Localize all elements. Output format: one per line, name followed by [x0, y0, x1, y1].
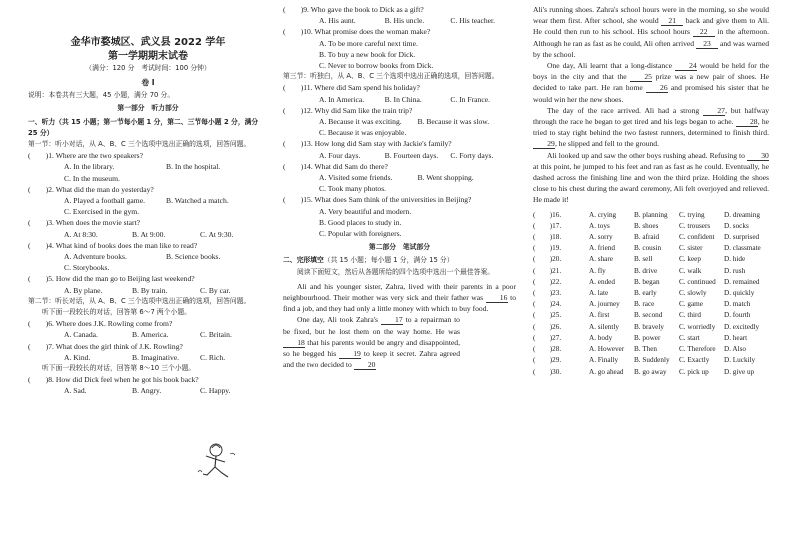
- blank-18: 18: [283, 338, 305, 348]
- question-13: ( )13. How long did Sam stay with Jackie's family? A. Four days. B. Fourteen days. C. Forty days.: [283, 139, 494, 160]
- cloze-heading: 二、完形填空（共 15 小题；每小题 1 分，满分 15 分）: [283, 256, 454, 265]
- exam-title-line1: 金华市婺城区、武义县 2022 学年: [70, 37, 226, 48]
- passage-paragraph-2a: One day, Ali took Zahra's 17 to a repairman to be fixed, but he lost them on the way home. He was 18 that his parents would be angry and disappointed, so he begged his 19 to keep it secret. Zahra agreed and the two decided to 20: [283, 315, 460, 370]
- blank-28: 28: [736, 117, 758, 127]
- blank-16: 16: [486, 293, 508, 303]
- question-9: ( )9. Who gave the book to Dick as a gift? A. His aunt. B. His uncle. C. His teacher.: [283, 5, 496, 26]
- blank-26: 26: [646, 83, 668, 93]
- passage-paragraph-4: The day of the race arrived. Ali had a strong 27, but halfway through the race he began to get tired and his legs began to ache. 28, he tried to stay right behind the two fastest runners, determined to finish third. 29, he slipped and fell to the ground.: [533, 105, 770, 149]
- blank-17: 17: [381, 315, 403, 325]
- section2-instructions: 第二节：听长对话，从 A、B、C 三个选项中选出正确的选项，回答问题。: [28, 296, 251, 305]
- listening-intro: 一、听力（共 15 小题；第一节每小题 1 分，第二、三节每小题 2 分，满分 25 分）: [28, 117, 259, 137]
- blank-22: 22: [693, 27, 715, 37]
- blank-27: 27: [703, 106, 725, 116]
- blank-29: 29: [533, 139, 555, 149]
- part1-title: 第一部分 听力部分: [117, 104, 179, 113]
- question-14: ( )14. What did Sam do there? A. Visited some friends. B. Went shopping. C. Took many photos.: [283, 161, 474, 194]
- question-12: ( )12. Why did Sam like the train trip? A. Because it was exciting. B. Because it was slow. C. Because it was enjoyable.: [283, 105, 490, 138]
- running-boy-illustration: [194, 442, 238, 480]
- column-middle: [283, 4, 516, 371]
- question-4: ( )4. What kind of books does the man like to read? A. Adventure books. B. Science books. C. Storybooks.: [28, 240, 221, 273]
- dialogue-b-note: 听下面一段较长的对话，回答第 8～10 三个小题。: [42, 364, 196, 373]
- question-8: ( )8. How did Dick feel when he got his book back? A. Sad. B. Angry. C. Happy.: [28, 375, 231, 396]
- question-3: ( )3. When does the movie start? A. At 8:30. B. At 9:00. C. At 9:30.: [28, 218, 234, 239]
- passage-paragraph-5: Ali looked up and saw the other boys rushing ahead. Refusing to 30 at this point, he jumped to his feet and ran as fast as he could. Eventually, he dashed across the finishing line and won the third prize. Holding the shoes close to his chest during the award ceremony, Ali felt overjoyed and relieved. He made it!: [533, 150, 769, 205]
- question-6: ( )6. Where does J.K. Rowling come from? A. Canada. B. America. C. Britain.: [28, 319, 232, 340]
- blank-24: 24: [675, 61, 697, 71]
- exam-meta: （满分：120 分 考试时间：100 分钟）: [85, 64, 211, 72]
- exam-title-line2: 第一学期期末试卷: [108, 51, 188, 62]
- column-left: [28, 36, 268, 397]
- passage-paragraph-3: One day, Ali learnt that a long-distance 24 would be held for the boys in the city and that the 25 prize was a new pair of shoes. He decided to take part. He ran home 26 and promised his sister that he would win her the new shoes.: [533, 61, 769, 104]
- question-15: ( )15. What does Sam think of the universities in Beijing? A. Very beautiful and modern. B. Good places to study in. C. Popular with foreigners.: [283, 195, 472, 239]
- blank-23: 23: [696, 39, 718, 49]
- part2-title: 第二部分 笔试部分: [368, 243, 431, 252]
- dialogue-a-note: 听下面一段较长的对话，回答第 6～7 两个小题。: [42, 308, 191, 317]
- section3-instructions: 第三节：听独白，从 A、B、C 三个选项中选出正确的选项，回答问题。: [283, 72, 499, 81]
- blank-20: 20: [354, 360, 376, 370]
- cloze-instructions: 阅读下面短文，然后从各题所给的四个选项中选出一个最佳答案。: [297, 267, 495, 276]
- exam-note: 说明：本卷共有三大题，45 小题，满分 70 分。: [28, 91, 175, 100]
- passage-paragraph-1: Ali and his younger sister, Zahra, lived with their parents in a poor neighbourhood. Their mother was very sick and their father was 16 to find a job, and they had only a little money with which to buy food.: [283, 281, 516, 314]
- paper-label: 卷 Ⅰ: [141, 78, 155, 87]
- blank-21: 21: [661, 16, 683, 26]
- question-5: ( )5. How did the man go to Beijing last weekend? A. By plane. B. By train. C. By car.: [28, 274, 231, 295]
- blank-25: 25: [630, 72, 652, 82]
- passage-paragraph-2b: Ali's running shoes. Zahra's school hours were in the morning, so she would wear them first. After school, she would 21 back and give them to Ali. He could then run to his school. His school hours 22 in the afternoon. Although he ran as fast as he could, Ali often arrived 23 and was warned by the school.: [533, 5, 770, 59]
- blank-19: 19: [339, 349, 361, 359]
- column-right: [533, 4, 769, 378]
- question-7: ( )7. What does the girl think of J.K. Rowling? A. Kind. B. Imaginative. C. Rich.: [28, 341, 226, 362]
- cloze-choices: ( )16. A. crying B. planning C. trying D. dreaming ( )17. A. toys B. shoes C. trousers D. socks ( )18. A. sorry B. afraid C. confident D. surprised ( )19. A. friend B. cousin C. sister D. classmate ( )20. A. share B. sell C. keep D. hide ( )21. A. fly B. drive C. walk D. rush ( )22. A. ended B. began C. continued D. remained ( )23. A. late B. early C. slowly D. quickly ( )24. A. journey B. race C. game D. match ( )25. A. first B. second C. third D. fourth ( )26. A. silently B. bravely C. worriedly D. excitedly ( )27. A. body B. power C. start D. heart ( )28. A. However B. Then C. Therefore D. Also ( )29. A. Finally B. Suddenly C. Exactly D. Luckily ( )30. A. go ahead B. go away C. pick up D. give up: [533, 210, 761, 376]
- blank-30: 30: [747, 151, 769, 161]
- question-11: ( )11. Where did Sam spend his holiday? A. In America. B. In China. C. In France.: [283, 83, 490, 104]
- question-2: ( )2. What did the man do yesterday? A. Played a football game. B. Watched a match. C. Exercised in the gym.: [28, 184, 229, 217]
- question-1: ( )1. Where are the two speakers? A. In the library. B. In the hospital. C. In the museum.: [28, 151, 221, 183]
- section1-instructions: 第一节：听小对话，从 A、B、C 三个选项中选出正确的选项，回答问题。: [28, 140, 251, 149]
- question-10: ( )10. What promise does the woman make? A. To be more careful next time. B. To buy a new book for Dick. C. Never to borrow books from Dick.: [283, 27, 434, 71]
